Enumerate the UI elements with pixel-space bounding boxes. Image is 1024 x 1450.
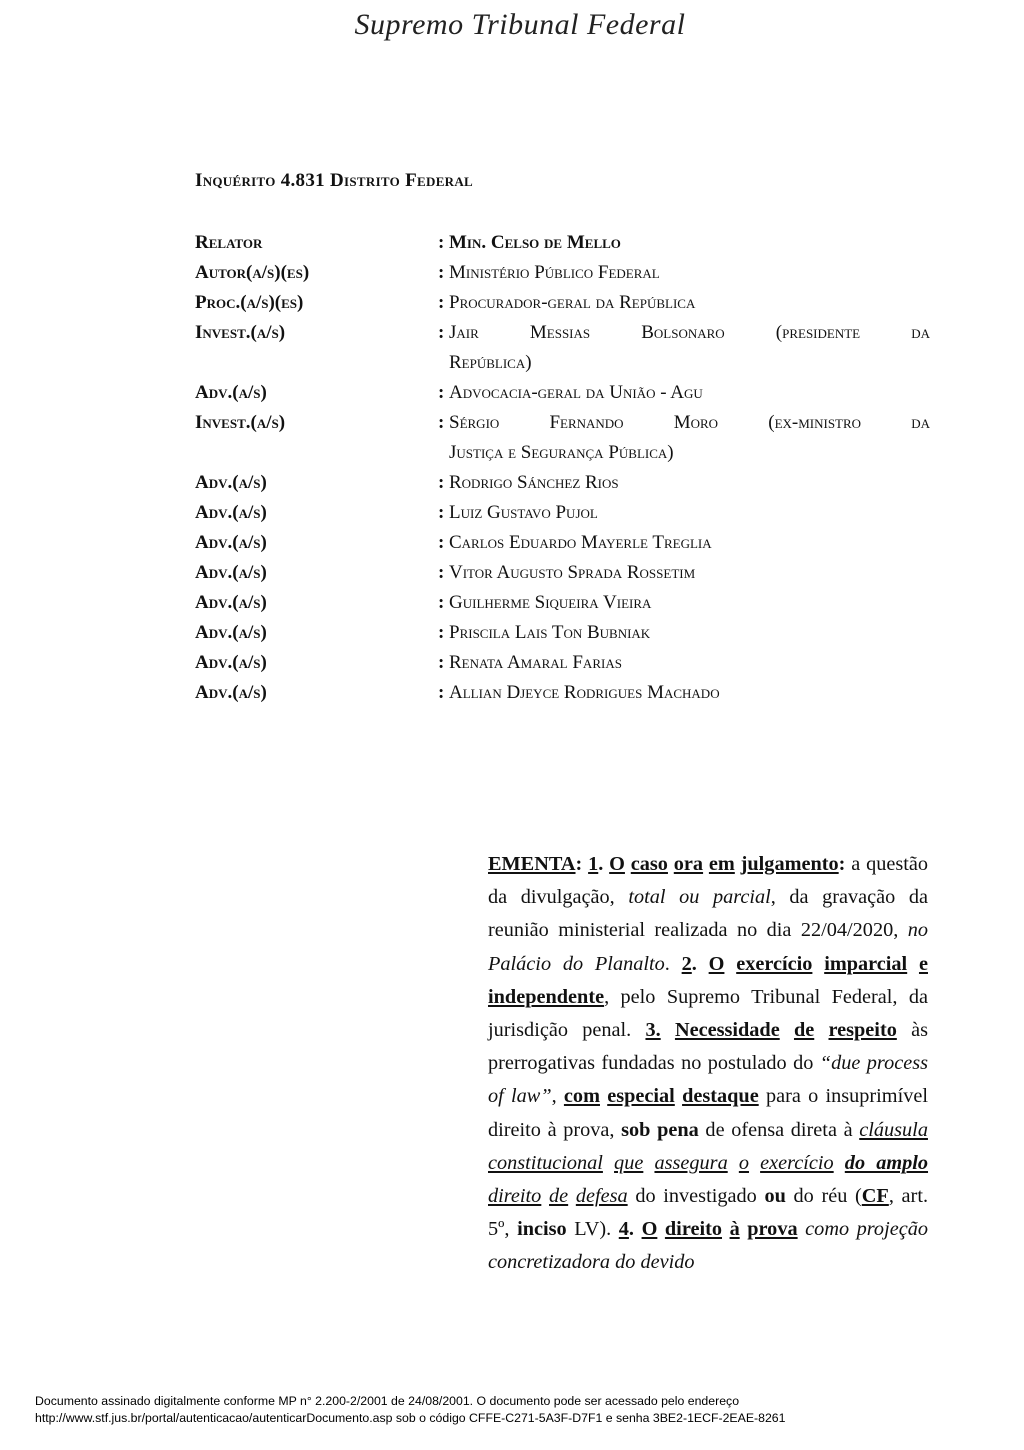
party-label: Adv.(a/s) [195, 382, 267, 403]
party-label: Adv.(a/s) [195, 562, 267, 583]
ementa-paragraph: EMENTA: 1. O caso ora em julgamento: a questão da divulgação, total ou parcial, da gravação da reunião ministerial realizada no dia 22/04/2020, no Palácio do Planalto. 2. O exercício imparcial e independente, pelo Supremo Tribunal Federal, da jurisdição penal. 3. Necessidade de respeito às prerrogativas fundadas no postulado do “due process of law”, com especial destaque para o insuprimível direito à prova, sob pena de ofensa direta à cláusula constitucional que assegura o exercício do amplo direito de defesa do investigado ou do réu (CF, art. 5º, inciso LV). 4. O direito à prova como projeção concretizadora do devido [488, 853, 929, 1274]
party-value: Sérgio Fernando Moro (ex-ministro da [449, 412, 930, 433]
party-value: Carlos Eduardo Mayerle Treglia [449, 532, 712, 553]
party-label: Autor(a/s)(es) [195, 262, 310, 283]
party-label: Adv.(a/s) [195, 502, 267, 523]
party-value: Guilherme Siqueira Vieira [449, 592, 652, 613]
party-row: Adv.(a/s) : Luiz Gustavo Pujol [195, 498, 930, 528]
party-label: Adv.(a/s) [195, 532, 267, 553]
party-row: Autor(a/s)(es) : Ministério Público Federal [195, 258, 930, 288]
party-label: Adv.(a/s) [195, 472, 267, 493]
party-value: Luiz Gustavo Pujol [449, 502, 598, 523]
party-row: Adv.(a/s) : Advocacia-geral da União - Agu [195, 378, 930, 408]
footer-line: Documento assinado digitalmente conforme MP n° 2.200-2/2001 de 24/08/2001. O documento pode ser acessado pelo endereço [35, 1394, 740, 1408]
party-value: Advocacia-geral da União - Agu [449, 382, 703, 403]
party-label: Relator [195, 232, 263, 253]
party-row: Adv.(a/s) : Rodrigo Sánchez Rios [195, 468, 930, 498]
party-value: Ministério Público Federal [449, 262, 660, 283]
party-label: Adv.(a/s) [195, 682, 267, 703]
party-label: Adv.(a/s) [195, 592, 267, 613]
party-row: Adv.(a/s) : Renata Amaral Farias [195, 648, 930, 678]
party-value: Renata Amaral Farias [449, 652, 622, 673]
party-label: Adv.(a/s) [195, 652, 267, 673]
party-value: Allian Djeyce Rodrigues Machado [449, 682, 720, 703]
party-value-continuation: República) [449, 352, 532, 373]
party-value: Vitor Augusto Sprada Rossetim [449, 562, 696, 583]
parties-table [195, 228, 930, 708]
party-value: Priscila Lais Ton Bubniak [449, 622, 651, 643]
party-value: Procurador-geral da República [449, 292, 696, 313]
party-label: Adv.(a/s) [195, 622, 267, 643]
party-label: Invest.(a/s) [195, 412, 286, 433]
party-label: Proc.(a/s)(es) [195, 292, 304, 313]
court-header: Supremo Tribunal Federal [354, 8, 686, 41]
party-value: Jair Messias Bolsonaro (presidente da [449, 322, 930, 343]
party-row: Adv.(a/s) : Allian Djeyce Rodrigues Machado [195, 678, 930, 708]
party-row: Invest.(a/s) : Sérgio Fernando Moro (ex-ministro da [195, 408, 930, 438]
party-row: Adv.(a/s) : Vitor Augusto Sprada Rossetim [195, 558, 930, 588]
footer-line: http://www.stf.jus.br/portal/autenticacao/autenticarDocumento.asp sob o código CFFE-C271-5A3F-D7F1 e senha 3BE2-1ECF-2EAE-8261 [35, 1411, 786, 1425]
digital-signature-footer [35, 1393, 1015, 1427]
party-row: Proc.(a/s)(es) : Procurador-geral da República [195, 288, 930, 318]
ementa-label: EMENTA [488, 853, 576, 875]
party-row: Relator : Min. Celso de Mello [195, 228, 930, 258]
party-row: Adv.(a/s) : Carlos Eduardo Mayerle Treglia [195, 528, 930, 558]
party-row: Adv.(a/s) : Priscila Lais Ton Bubniak [195, 618, 930, 648]
party-row: Invest.(a/s) : Jair Messias Bolsonaro (presidente da [195, 318, 930, 348]
party-value: Rodrigo Sánchez Rios [449, 472, 619, 493]
party-label: Invest.(a/s) [195, 322, 286, 343]
document-title: Inquérito 4.831 Distrito Federal [195, 170, 474, 191]
party-value-continuation: Justiça e Segurança Pública) [449, 442, 674, 463]
party-row: Adv.(a/s) : Guilherme Siqueira Vieira [195, 588, 930, 618]
party-value: Min. Celso de Mello [449, 232, 621, 253]
